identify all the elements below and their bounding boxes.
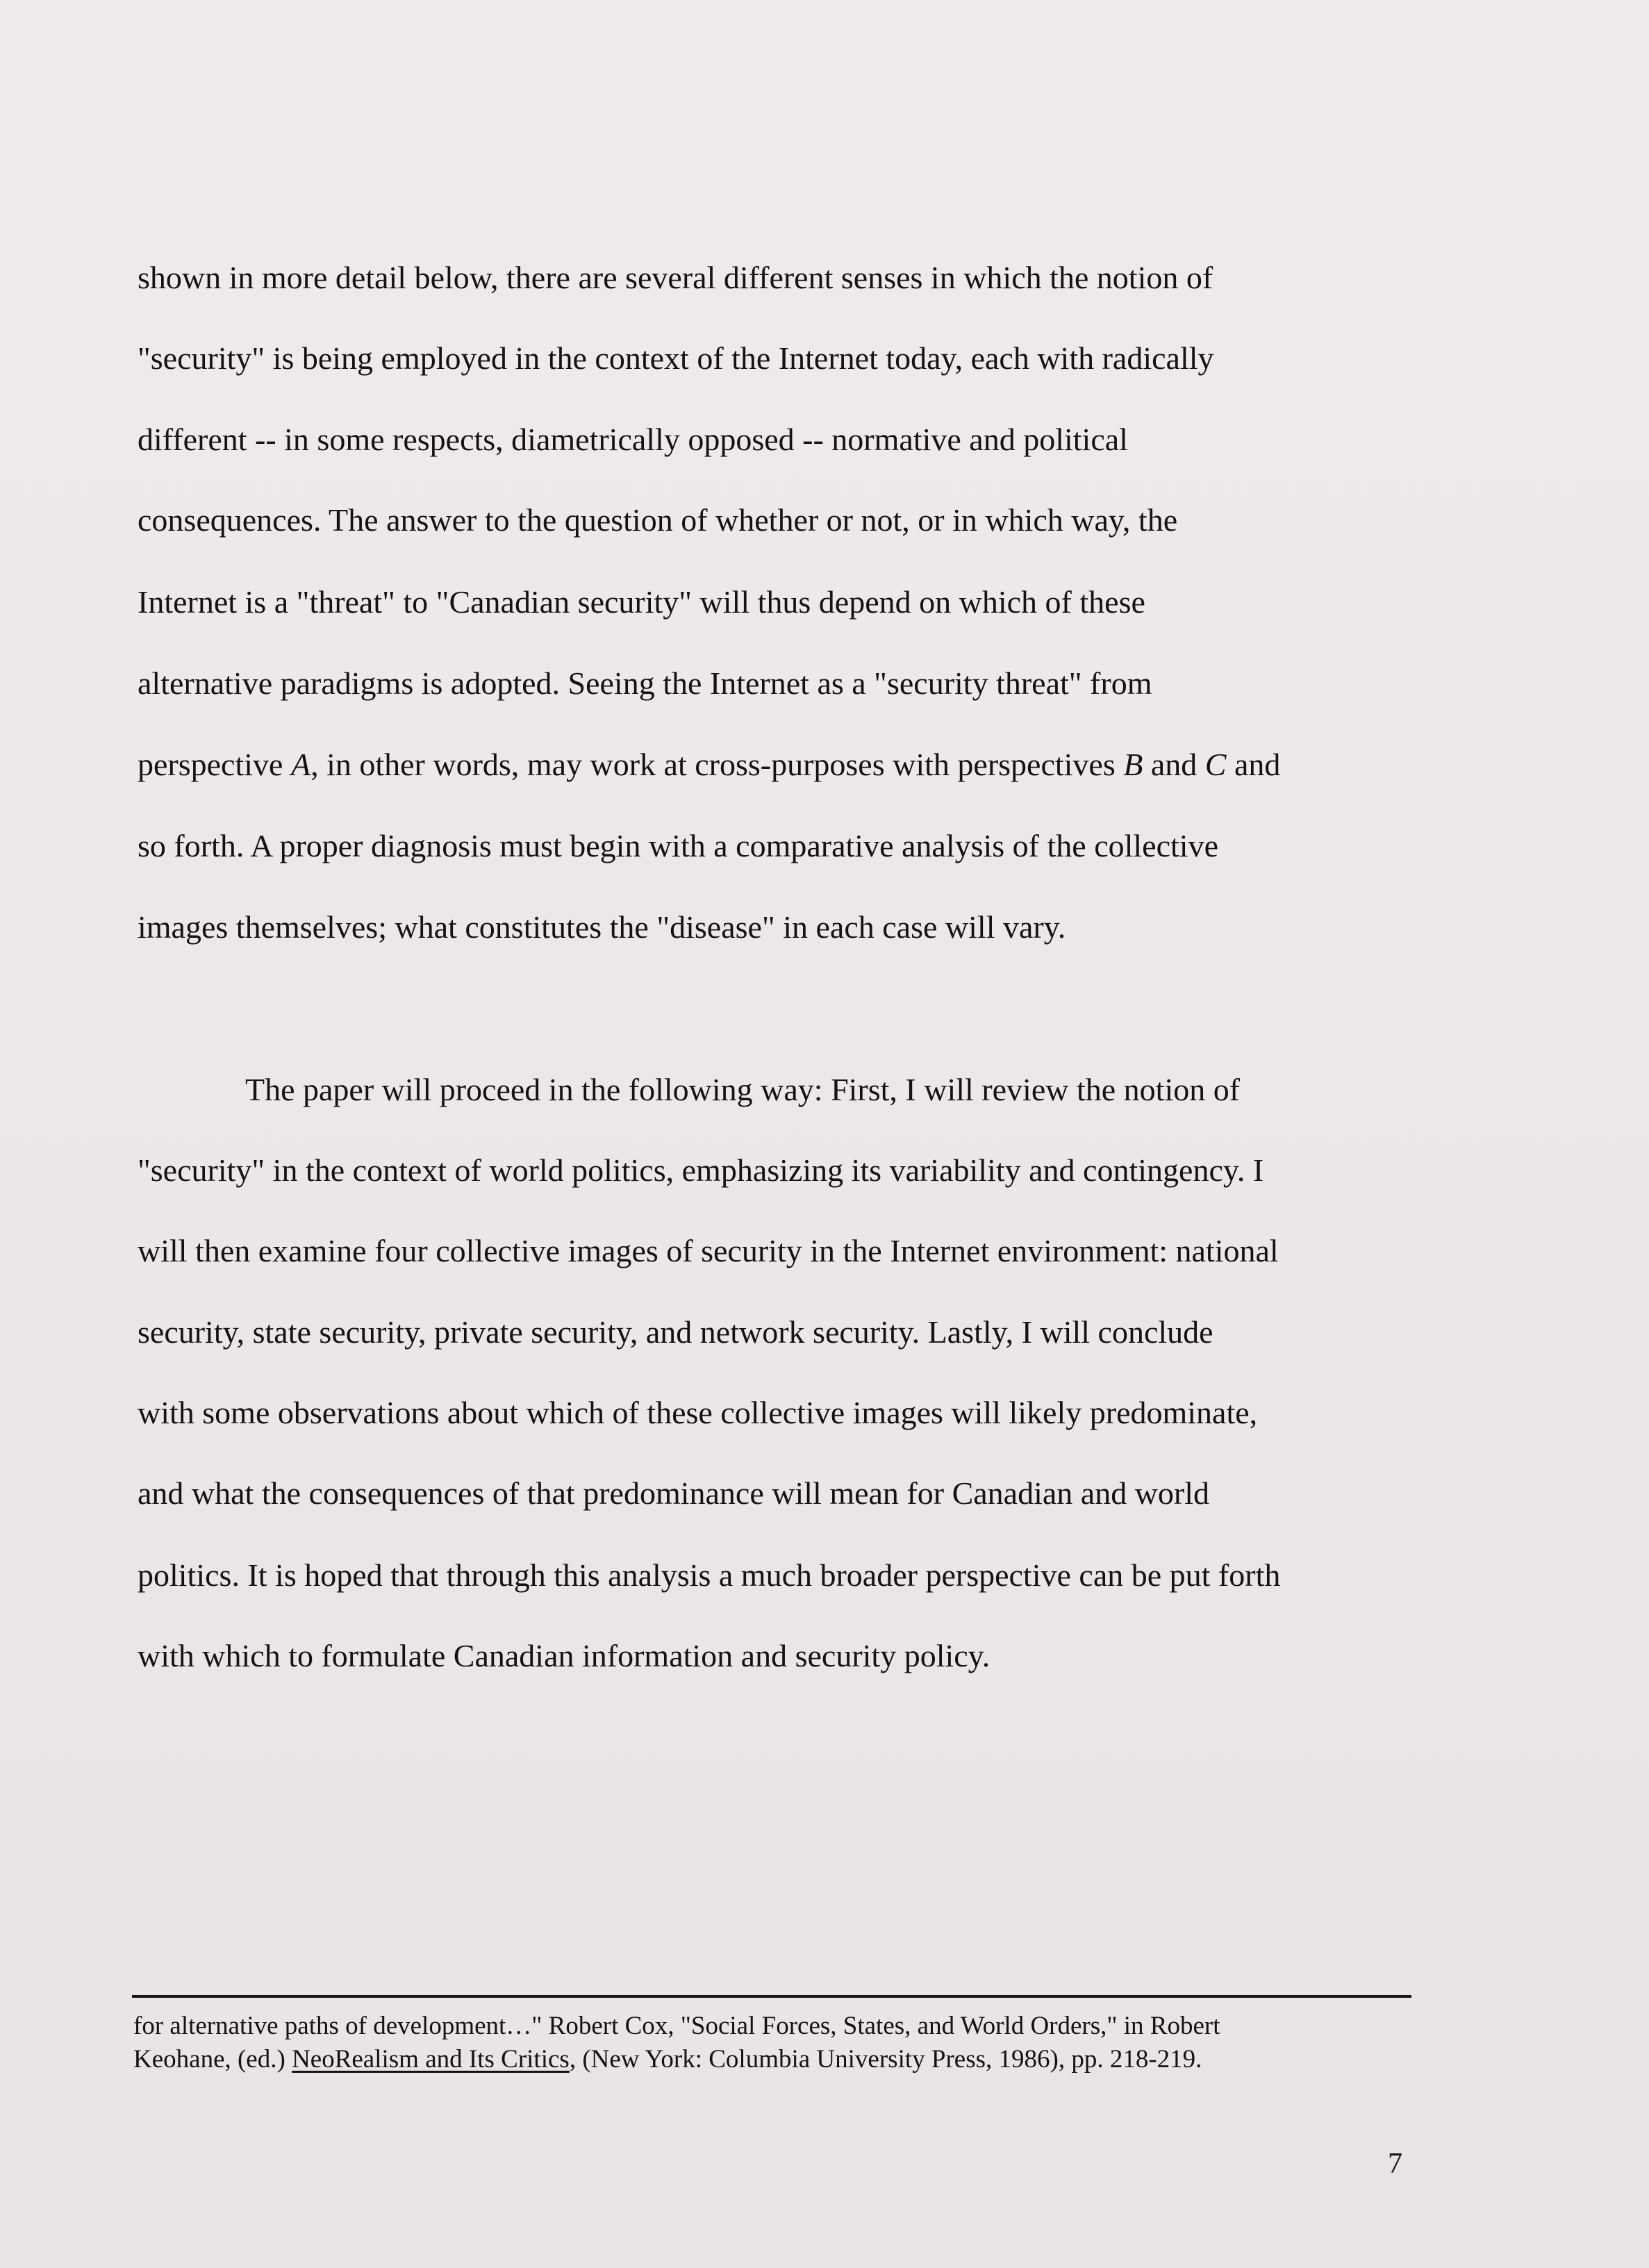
text-span: and [1226, 747, 1281, 782]
text-span: , (New York: Columbia University Press, 1986), pp. 218-219. [569, 2045, 1202, 2074]
footnote-separator [132, 1995, 1411, 1998]
text-line: Internet is a "threat" to "Canadian security" will thus depend on which of these [138, 584, 1145, 620]
text-line: will then examine four collective images of security in the Internet environment: national [138, 1233, 1279, 1268]
text-line: shown in more detail below, there are several different senses in which the notion of [138, 260, 1213, 295]
text-span: Keohane, (ed.) [133, 2045, 292, 2074]
book-title: NeoRealism and Its Critics [292, 2045, 570, 2074]
footnote-line [133, 2043, 1425, 2076]
text-line: consequences. The answer to the question of whether or not, or in which way, the [138, 502, 1178, 538]
italic-letter: A [290, 747, 311, 782]
text-line: images themselves; what constitutes the "disease" in each case will vary. [138, 909, 1066, 945]
text-line: "security" is being employed in the context of the Internet today, each with radically [138, 340, 1214, 376]
text-line: security, state security, private security, and network security. Lastly, I will conclude [138, 1314, 1213, 1350]
text-line: alternative paradigms is adopted. Seeing the Internet as a "security threat" from [138, 665, 1152, 701]
text-line: politics. It is hoped that through this analysis a much broader perspective can be put forth [138, 1557, 1281, 1593]
text-line: different -- in some respects, diametrically opposed -- normative and political [138, 422, 1128, 457]
page-number: 7 [1388, 2148, 1402, 2180]
text-span: perspective [138, 747, 291, 782]
text-span: and [1143, 747, 1205, 782]
italic-letter: C [1204, 747, 1227, 782]
text-line: "security" in the context of world politics, emphasizing its variability and contingency. I [138, 1152, 1264, 1188]
footnote-line: for alternative paths of development…" Robert Cox, "Social Forces, States, and World Orders," in Robert [133, 2012, 1220, 2040]
text-line: The paper will proceed in the following way: First, I will review the notion of [245, 1072, 1241, 1107]
text-span: , in other words, may work at cross-purposes with perspectives [310, 747, 1124, 782]
italic-letter: B [1123, 747, 1143, 782]
text-line: with which to formulate Canadian information and security policy. [138, 1638, 991, 1673]
text-line [138, 745, 1280, 785]
text-line: so forth. A proper diagnosis must begin with a comparative analysis of the collective [138, 828, 1218, 863]
text-line: with some observations about which of these collective images will likely predominate, [138, 1395, 1258, 1430]
text-line: and what the consequences of that predominance will mean for Canadian and world [138, 1475, 1210, 1511]
